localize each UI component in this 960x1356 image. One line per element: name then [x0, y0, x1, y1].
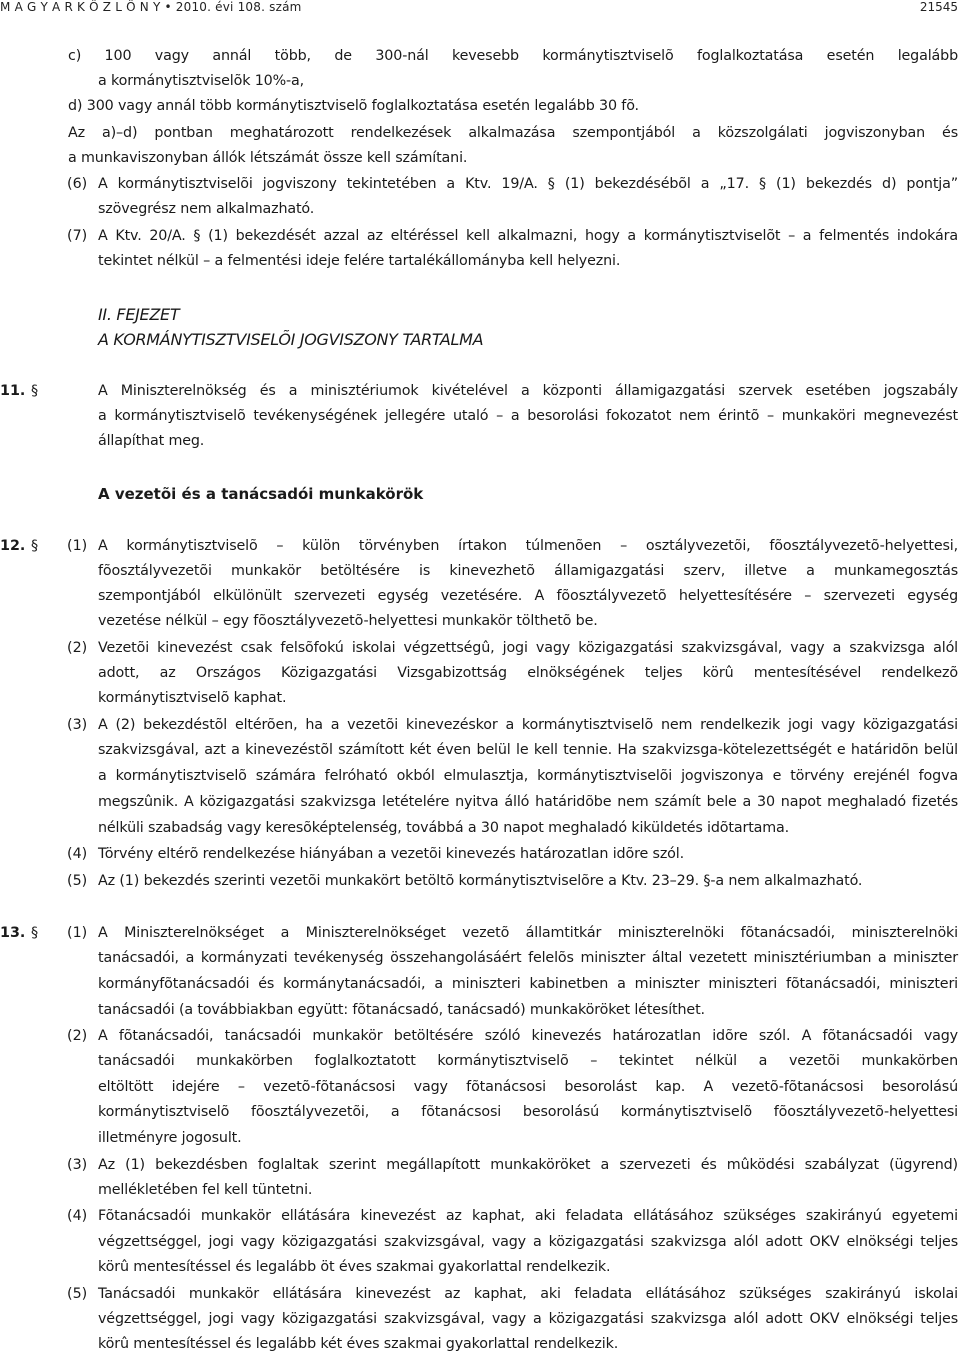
text-line: eltöltött idejére – vezetõ-fõtanácsosi vagy fõtanácsosi besorolást kap. A vezetõ-fõtanácsosi besorolású	[98, 1079, 958, 1095]
text-line: fõosztályvezetõi munkakör betöltésére is kinevezhetõ államigazgatási szerv, illetve a munkamegosztás	[98, 563, 958, 579]
subheading: A vezetõi és a tanácsadói munkakörök	[98, 485, 424, 503]
paragraph-number: (5)	[67, 873, 88, 889]
text-line: A Ktv. 20/A. § (1) bekezdését azzal az eltéréssel kell alkalmazni, hogy a kormánytisztviselõt – a felmentés indokára	[98, 228, 958, 244]
text-line: adott, az Országos Közigazgatási Vizsgabizottság elnökségének teljes körû mentesítésével rendelkezõ	[98, 665, 958, 681]
text-line: végzettséggel, jogi vagy közigazgatási szakvizsgával, vagy a közigazgatási szakvizsga alól adott OKV elnökségi teljes	[98, 1234, 958, 1250]
paragraph-number: (3)	[67, 1157, 88, 1173]
paragraph-number: (4)	[67, 846, 88, 862]
text-line: A fõtanácsadói, tanácsadói munkakör betöltésére szóló kinevezés határozatlan idõre szól. A fõtanácsadói vagy	[98, 1028, 958, 1044]
text-line: a kormánytisztviselõ számára felróható okból elmulasztja, kormánytisztviselõi jogviszonya e törvény erejénél fogva	[98, 768, 958, 784]
paragraph-number: (2)	[67, 1028, 88, 1044]
text-line: szempontjából elkülönült szervezeti egység vezetésére. A fõosztályvezetõ helyettesítésére – szervezeti egység	[98, 588, 958, 604]
text-line: megszûnik. A közigazgatási szakvizsga letételére nyitva álló határidõbe nem számít bele a 30 napot meghaladó fizetés	[98, 794, 958, 810]
text-line: állapíthat meg.	[98, 433, 205, 449]
text-line: Tanácsadói munkakör ellátására kinevezést az kaphat, aki feladata ellátásához szükséges szakirányú iskolai	[98, 1286, 958, 1302]
paragraph-number: (2)	[67, 640, 88, 656]
text-line: vezetése nélkül – egy fõosztályvezetõ-helyettesi munkakör tölthetõ be.	[98, 613, 598, 629]
text-line: kormánytisztviselõ kaphat.	[98, 690, 287, 706]
text-line: A Miniszterelnökséget a Miniszterelnökséget vezetõ államtitkár miniszterelnöki fõtanácsadói, miniszterelnöki	[98, 925, 958, 941]
paragraph-number: (1)	[67, 925, 88, 941]
text-line: Törvény eltérõ rendelkezése hiányában a vezetõi kinevezés határozatlan idõre szól.	[98, 846, 684, 862]
section-sign: §	[31, 538, 39, 554]
text-line: körû mentesítéssel és legalább két éves szakmai gyakorlattal rendelkezik.	[98, 1336, 619, 1352]
text-line: szövegrész nem alkalmazható.	[98, 201, 315, 217]
section-sign: §	[31, 383, 39, 399]
paragraph-number: (6)	[67, 176, 88, 192]
text-line: mellékletében fel kell tüntetni.	[98, 1182, 313, 1198]
text-line: tanácsadói, a kormányzati tevékenység összehangolásáért felelõs miniszter által vezetett minisztériumban a miniszter	[98, 950, 958, 966]
text-line: kormánytisztviselõ fõosztályvezetõi, a fõtanácsosi besorolású kormánytisztviselõ fõosztályvezetõ-helyettesi	[98, 1104, 958, 1120]
text-line: d) 300 vagy annál több kormánytisztviselõ foglalkoztatása esetén legalább 30 fõ.	[68, 98, 639, 114]
paragraph-number: (1)	[67, 538, 88, 554]
paragraph-number: (3)	[67, 717, 88, 733]
section-sign: §	[31, 925, 39, 941]
text-line: Az (1) bekezdésben foglaltak szerint megállapított munkaköröket a szervezeti és mûködési szabályzat (ügyrend)	[98, 1157, 958, 1173]
text-line: tanácsadói (a továbbiakban együtt: fõtanácsadó, tanácsadó) munkaköröket létesíthet.	[98, 1002, 705, 1018]
text-line: c) 100 vagy annál több, de 300-nál kevesebb kormánytisztviselõ foglalkoztatása esetén legalább	[68, 48, 958, 64]
text-line: tekintet nélkül – a felmentési ideje felére tartalékállományba kell helyezni.	[98, 253, 621, 269]
text-line: tanácsadói munkakörben foglalkoztatott kormánytisztviselõ – tekintet nélkül a vezetõi munkakörben	[98, 1053, 958, 1069]
text-line: Fõtanácsadói munkakör ellátására kinevezést az kaphat, aki feladata ellátásához szükséges szakirányú egyetemi	[98, 1208, 958, 1224]
section-number: 12.	[0, 538, 26, 554]
text-line: a munkaviszonyban állók létszámát össze kell számítani.	[68, 150, 468, 166]
section-number: 11.	[0, 383, 26, 399]
text-line: Az a)–d) pontban meghatározott rendelkezések alkalmazása szempontjából a közszolgálati jogviszonyban és	[68, 125, 958, 141]
text-line: A Miniszterelnökség és a minisztériumok kivételével a központi államigazgatási szervek esetében jogszabály	[98, 383, 958, 399]
text-line: a kormánytisztviselõk 10%-a,	[98, 73, 305, 89]
text-line: Vezetõi kinevezést csak felsõfokú iskolai végzettségû, jogi vagy közigazgatási szakvizsgával, vagy a szakvizsga alól	[98, 640, 958, 656]
text-line: A (2) bekezdéstõl eltérõen, ha a vezetõi kinevezéskor a kormánytisztviselõ nem rendelkezik jogi vagy közigazgatási	[98, 717, 958, 733]
text-line: A kormánytisztviselõi jogviszony tekintetében a Ktv. 19/A. § (1) bekezdésébõl a „17. § (1) bekezdés d) pontja”	[98, 176, 958, 192]
paragraph-number: (4)	[67, 1208, 88, 1224]
text-line: körû mentesítéssel és legalább öt éves szakmai gyakorlattal rendelkezik.	[98, 1259, 611, 1275]
section-number: 13.	[0, 925, 26, 941]
page-number: 21545	[919, 0, 958, 14]
text-line: kormányfõtanácsadói és kormánytanácsadói, a miniszteri kabinetben a miniszter miniszteri fõtanácsadói, miniszteri	[98, 976, 958, 992]
text-line: a kormánytisztviselõ tevékenységének jellegére utaló – a besorolási fokozatot nem érintõ – munkaköri megnevezést	[98, 408, 958, 424]
text-line: Az (1) bekezdés szerinti vezetõi munkakört betöltõ kormánytisztviselõre a Ktv. 23–29. §-a nem alkalmazható.	[98, 873, 863, 889]
text-line: végzettséggel, jogi vagy közigazgatási szakvizsgával, vagy a közigazgatási szakvizsga alól adott OKV elnökségi teljes	[98, 1311, 958, 1327]
paragraph-number: (7)	[67, 228, 88, 244]
text-line: A kormánytisztviselõ – külön törvényben írtakon túlmenõen – osztályvezetõi, fõosztályvezetõ-helyettesi,	[98, 538, 958, 554]
publication-title: M A G Y A R K Ö Z L Ö N Y • 2010. évi 108. szám	[0, 0, 302, 14]
chapter-number: II. FEJEZET	[98, 305, 180, 324]
chapter-title: A KORMÁNYTISZTVISELÕI JOGVISZONY TARTALMA	[98, 330, 484, 349]
page-header	[0, 0, 960, 24]
paragraph-number: (5)	[67, 1286, 88, 1302]
text-line: nélküli szabadság vagy keresõképtelenség, továbbá a 30 napot meghaladó kiküldetés idõtartama.	[98, 820, 790, 836]
text-line: szakvizsgával, azt a kinevezéstõl számított két éven belül le kell tennie. Ha szakvizsga-kötelezettségét e határidõn belül	[98, 742, 958, 758]
text-line: illetményre jogosult.	[98, 1130, 242, 1146]
